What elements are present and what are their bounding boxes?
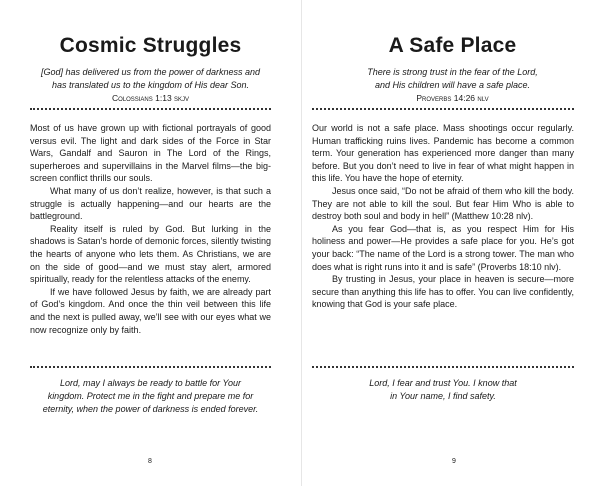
paragraph: As you fear God—that is, as you respect Him for His holiness and power—He provides a safe place for you. He’s got your back: “The name of the Lord is a strong tower. The man who does what is right runs into it and is safe” (Proverbs 18:10 nlv).: [312, 223, 574, 272]
prayer-line: eternity, when the power of darkness is ended forever.: [42, 403, 259, 414]
paragraph: Jesus once said, “Do not be afraid of them who kill the body. They are not able to kill the soul. But fear Him Who is able to destroy both soul and body in hell” (Matthew 10:28 nlv).: [312, 185, 574, 222]
devotional-text: [30, 122, 271, 336]
paragraph: What many of us don’t realize, however, is that such a struggle is actually happening—and our hearts are the battleground.: [30, 185, 271, 222]
dotted-divider: [30, 366, 271, 368]
prayer-line: Lord, may I always be ready to battle for Your: [60, 378, 241, 388]
scripture-verse: [322, 66, 583, 105]
page-title: A Safe Place: [388, 34, 517, 57]
paragraph: If we have followed Jesus by faith, we are already part of God’s kingdom. And once the thin veil between this life and the next is pulled away, we’ll see with our eyes what we now recognize only by faith.: [30, 286, 271, 335]
verse-line: has translated us to the kingdom of His dear Son.: [51, 80, 250, 90]
prayer-line: Lord, I fear and trust You. I know that: [369, 378, 517, 388]
left-page: [0, 0, 301, 486]
page-number: 9: [452, 458, 456, 465]
dotted-divider: [30, 108, 271, 110]
dotted-divider: [312, 108, 574, 110]
page-title: Cosmic Struggles: [59, 34, 242, 57]
verse-line: [God] has delivered us from the power of darkness and: [40, 67, 261, 77]
verse-reference: Colossians 1:13 skjv: [111, 93, 190, 103]
paragraph: By trusting in Jesus, your place in heaven is secure—more secure than anything this life has to offer. You can live confidently, knowing that God is your safe place.: [312, 274, 574, 310]
prayer: [30, 377, 271, 415]
prayer-line: kingdom. Protect me in the fight and prepare me for: [47, 390, 254, 401]
right-page: [302, 0, 603, 486]
verse-line: and His children will have a safe place.: [374, 80, 531, 90]
paragraph: Reality itself is ruled by God. But lurking in the shadows is Satan’s horde of demonic forces, silently twisting the hearts of anyone who lets them. As Christians, we are on the side of good—and we must stay alert, armored spiritually, ready for the relentless attacks of the enemy.: [30, 223, 271, 285]
scripture-verse: [30, 66, 271, 105]
paragraph: Most of us have grown up with fictional portrayals of good versus evil. The light and dark sides of the Force in Star Wars, Gandalf and Sauron in The Lord of the Rings, superheroes and supervillains in the Marvel films—the big-screen conflict thrills our souls.: [30, 123, 271, 184]
prayer-line: in Your name, I find safety.: [390, 390, 496, 401]
paragraph: Our world is not a safe place. Mass shootings occur regularly. Human trafficking ruins lives. Pandemic has become a common term. Your generation has experienced more danger than many before. But you don’t need to live in fear of what might happen in this life. You have the hope of eternity.: [312, 123, 574, 184]
devotional-text: [312, 122, 574, 311]
page-number: 8: [148, 458, 152, 465]
verse-reference: Proverbs 14:26 nlv: [416, 93, 489, 103]
verse-line: There is strong trust in the fear of the Lord,: [367, 67, 538, 77]
prayer: [312, 377, 574, 403]
dotted-divider: [312, 366, 574, 368]
